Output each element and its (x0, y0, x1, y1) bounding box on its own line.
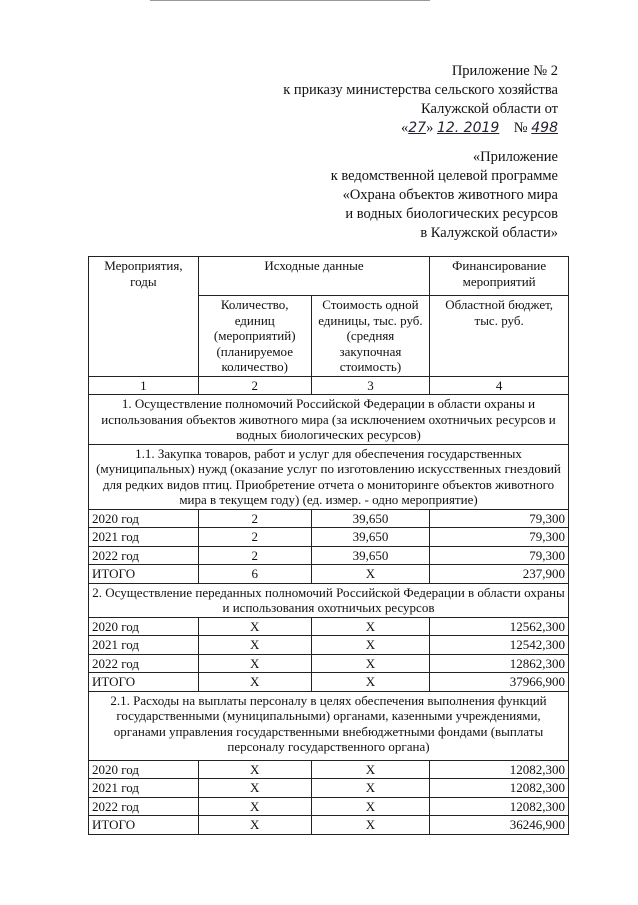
cost-cell: X (311, 779, 430, 798)
cost-cell: 39,650 (311, 528, 430, 547)
col-number: 4 (430, 376, 569, 395)
table-row (89, 816, 569, 835)
budget-cell: 12082,300 (430, 779, 569, 798)
table-row (89, 760, 569, 779)
scan-edge-line (150, 0, 430, 1)
date-day: 27 (408, 120, 427, 136)
quote: » (426, 120, 434, 136)
row-label: 2022 год (89, 654, 199, 673)
table-row (89, 636, 569, 655)
row-label: 2020 год (89, 617, 199, 636)
qty-cell: X (198, 617, 311, 636)
qty-cell: X (198, 673, 311, 692)
cost-cell: 39,650 (311, 546, 430, 565)
qty-cell: X (198, 760, 311, 779)
section-title: 1. Осуществление полномочий Российской Федерации в области охраны и использования объектов животного мира (за исключением охотничьих ресурсов и водных биологических ресурсов) (89, 395, 569, 445)
col-header-qty: Количество, единиц (мероприятий) (планируемое количество) (198, 296, 311, 377)
cost-cell: X (311, 760, 430, 779)
row-label: ИТОГО (89, 673, 199, 692)
cost-cell: X (311, 673, 430, 692)
budget-cell: 12082,300 (430, 797, 569, 816)
col-number: 1 (89, 376, 199, 395)
cost-cell: X (311, 636, 430, 655)
row-label: 2022 год (89, 797, 199, 816)
col-header-source: Исходные данные (198, 257, 429, 296)
qty-cell: X (198, 779, 311, 798)
budget-cell: 12082,300 (430, 760, 569, 779)
table-row (89, 565, 569, 584)
cost-cell: X (311, 797, 430, 816)
section-title: 2. Осуществление переданных полномочий Российской Федерации в области охраны и использования охотничьих ресурсов (89, 583, 569, 617)
row-label: 2020 год (89, 509, 199, 528)
table-row (89, 797, 569, 816)
cost-cell: X (311, 654, 430, 673)
col-header-financing: Финансирование мероприятий (430, 257, 569, 296)
budget-cell: 79,300 (430, 509, 569, 528)
row-label: ИТОГО (89, 565, 199, 584)
cost-cell: X (311, 816, 430, 835)
program-table (88, 256, 569, 835)
table-row (89, 779, 569, 798)
order-header (283, 62, 558, 138)
row-label: ИТОГО (89, 816, 199, 835)
row-label: 2020 год (89, 760, 199, 779)
budget-cell: 37966,900 (430, 673, 569, 692)
table-row (89, 673, 569, 692)
budget-cell: 79,300 (430, 528, 569, 547)
section-title: 1.1. Закупка товаров, работ и услуг для обеспечения государственных (муниципальных) нужд (оказание услуг по изготовлению искусственных гнездовий для редких видов птиц. Приобретение отчета о мониторинге объектов животного мира в текущем году) (ед. измер. - одно мероприятие) (89, 444, 569, 509)
date-month-year: 12. 2019 (436, 120, 500, 136)
qty-cell: X (198, 797, 311, 816)
table-row (89, 509, 569, 528)
quote: « (401, 120, 409, 136)
budget-cell: 12542,300 (430, 636, 569, 655)
col-header-budget: Областной бюджет, тыс. руб. (430, 296, 569, 377)
qty-cell: X (198, 654, 311, 673)
budget-cell: 36246,900 (430, 816, 569, 835)
budget-cell: 12562,300 (430, 617, 569, 636)
qty-cell: 2 (198, 509, 311, 528)
cost-cell: X (311, 565, 430, 584)
row-label: 2021 год (89, 779, 199, 798)
budget-cell: 237,900 (430, 565, 569, 584)
order-line: к приказу министерства сельского хозяйства (283, 82, 558, 98)
qty-cell: 6 (198, 565, 311, 584)
table-row (89, 617, 569, 636)
appendix-line: «Охрана объектов животного мира (342, 187, 558, 203)
appendix-line: к ведомственной целевой программе (330, 168, 558, 184)
region-line: Калужской области от (421, 101, 558, 117)
col-number: 3 (311, 376, 430, 395)
table-row (89, 654, 569, 673)
budget-cell: 79,300 (430, 546, 569, 565)
cost-cell: X (311, 617, 430, 636)
row-label: 2021 год (89, 528, 199, 547)
qty-cell: X (198, 636, 311, 655)
col-header-cost: Стоимость одной единицы, тыс. руб. (средняя закупочная стоимость) (311, 296, 430, 377)
qty-cell: X (198, 816, 311, 835)
col-header-events: Мероприятия, годы (89, 257, 199, 377)
budget-cell: 12862,300 (430, 654, 569, 673)
appendix-line: в Калужской области» (420, 225, 558, 241)
table-row (89, 546, 569, 565)
appendix-line: «Приложение (472, 149, 558, 165)
order-date-line (283, 119, 558, 138)
cost-cell: 39,650 (311, 509, 430, 528)
program-header (331, 148, 558, 243)
col-number: 2 (198, 376, 311, 395)
order-number: 498 (531, 120, 558, 136)
appendix-number: Приложение № 2 (451, 63, 558, 79)
row-label: 2022 год (89, 546, 199, 565)
qty-cell: 2 (198, 528, 311, 547)
table-row (89, 528, 569, 547)
appendix-line: и водных биологических ресурсов (345, 206, 558, 222)
number-label: № (513, 120, 528, 136)
row-label: 2021 год (89, 636, 199, 655)
section-title: 2.1. Расходы на выплаты персоналу в целях обеспечения выполнения функций государственными (муниципальными) органами, казенными учреждениями, органами управления государственными внебюджетными фондами (выплаты персоналу государственного органа) (89, 691, 569, 760)
qty-cell: 2 (198, 546, 311, 565)
